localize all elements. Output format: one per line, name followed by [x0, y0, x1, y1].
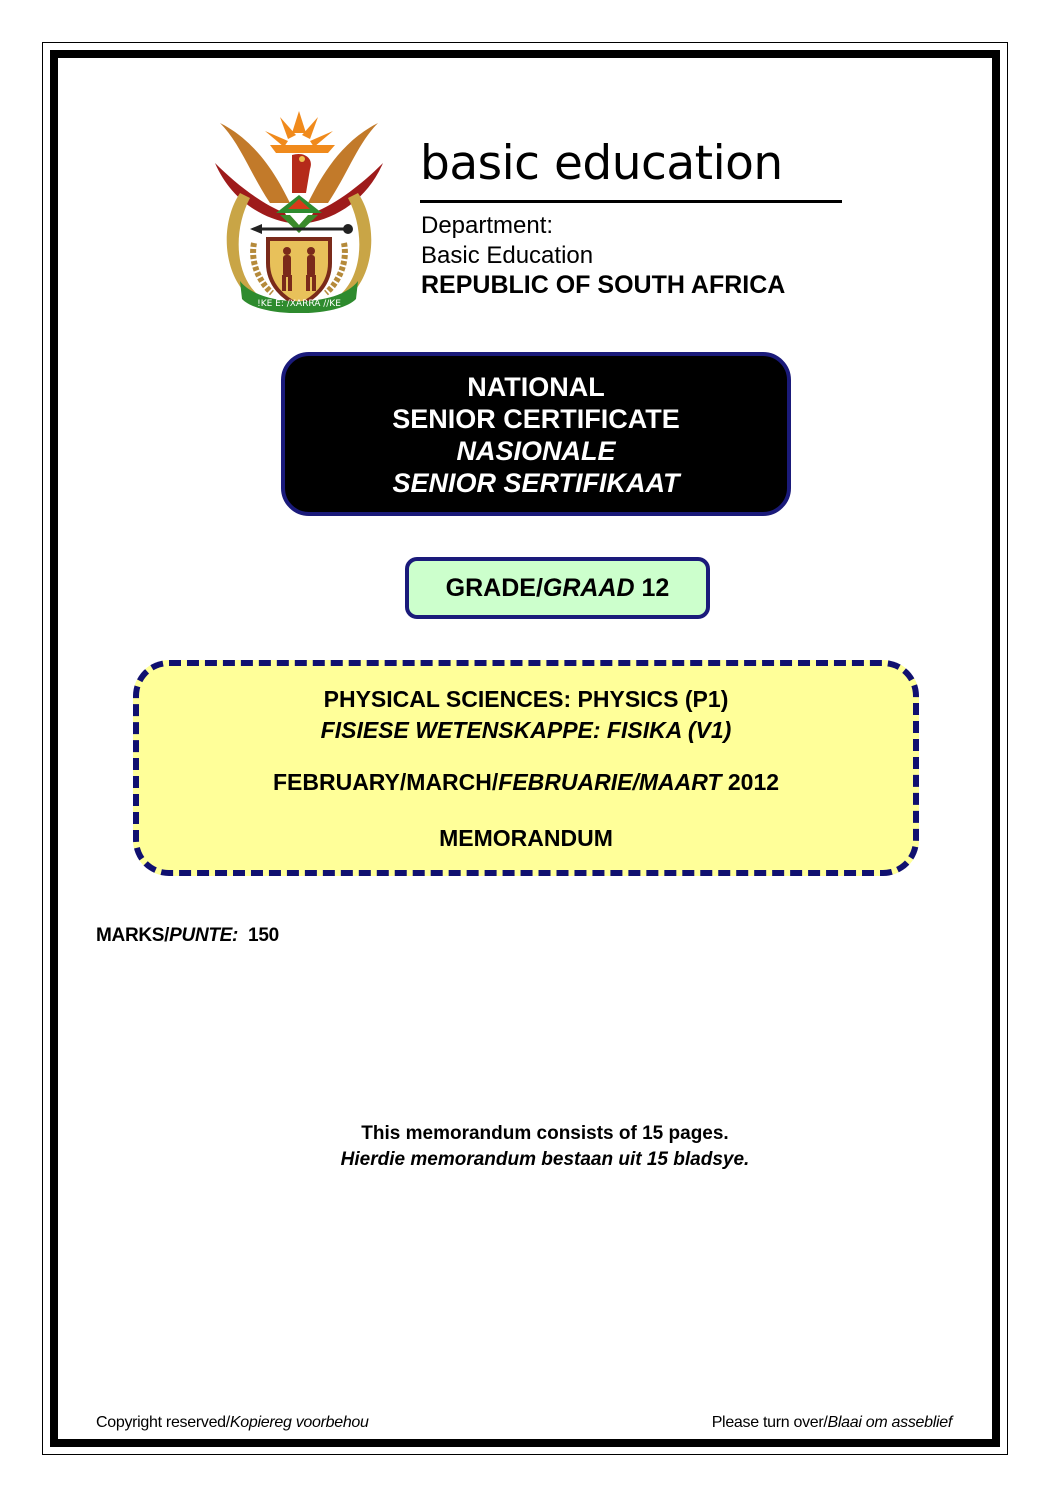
grade-label-af: GRAAD: [542, 574, 635, 602]
marks-label-af: PUNTE:: [169, 925, 239, 946]
exam-session: [139, 771, 913, 794]
grade-label-en: GRADE/: [445, 574, 543, 602]
country-name: REPUBLIC OF SOUTH AFRICA: [421, 271, 786, 299]
document-type: MEMORANDUM: [439, 825, 613, 851]
copyright-en: Copyright reserved/: [96, 1414, 230, 1431]
certificate-line-2: SENIOR CERTIFICATE: [392, 404, 680, 434]
footer-turn-over: [712, 1414, 952, 1432]
coat-of-arms-icon: [210, 103, 388, 313]
subject-box: [133, 660, 919, 876]
session-af: FEBRUARIE/MAART: [498, 769, 722, 795]
page-count-af: Hierdie memorandum bestaan uit 15 bladsye.: [340, 1149, 750, 1170]
session-year: 2012: [727, 769, 780, 795]
grade-value: 12: [641, 574, 670, 602]
certificate-line-1: NATIONAL: [467, 372, 605, 402]
brand-title: basic education: [420, 136, 783, 191]
crest-motto: !KE E: /XARRA //KE: [257, 299, 341, 309]
subject-title-af: FISIESE WETENSKAPPE: FISIKA (V1): [320, 717, 732, 743]
grade-box: [405, 557, 710, 619]
page-count-en: This memorandum consists of 15 pages.: [361, 1123, 729, 1144]
certificate-box: [281, 352, 791, 516]
turn-over-en: Please turn over/: [711, 1414, 828, 1431]
certificate-line-3: NASIONALE: [456, 436, 616, 466]
marks-value: 150: [248, 925, 279, 946]
department-label: Department:: [421, 212, 554, 239]
turn-over-af: Blaai om asseblief: [827, 1414, 952, 1431]
footer-copyright: [96, 1414, 369, 1432]
brand-divider: [420, 200, 842, 203]
marks-label-en: MARKS/: [96, 925, 170, 946]
marks-total: [96, 925, 279, 947]
copyright-af: Kopiereg voorbehou: [229, 1414, 369, 1431]
session-en: FEBRUARY/MARCH/: [272, 769, 499, 795]
certificate-line-4: SENIOR SERTIFIKAAT: [392, 468, 680, 498]
department-name: Basic Education: [421, 242, 594, 269]
subject-title-en: PHYSICAL SCIENCES: PHYSICS (P1): [323, 686, 729, 712]
